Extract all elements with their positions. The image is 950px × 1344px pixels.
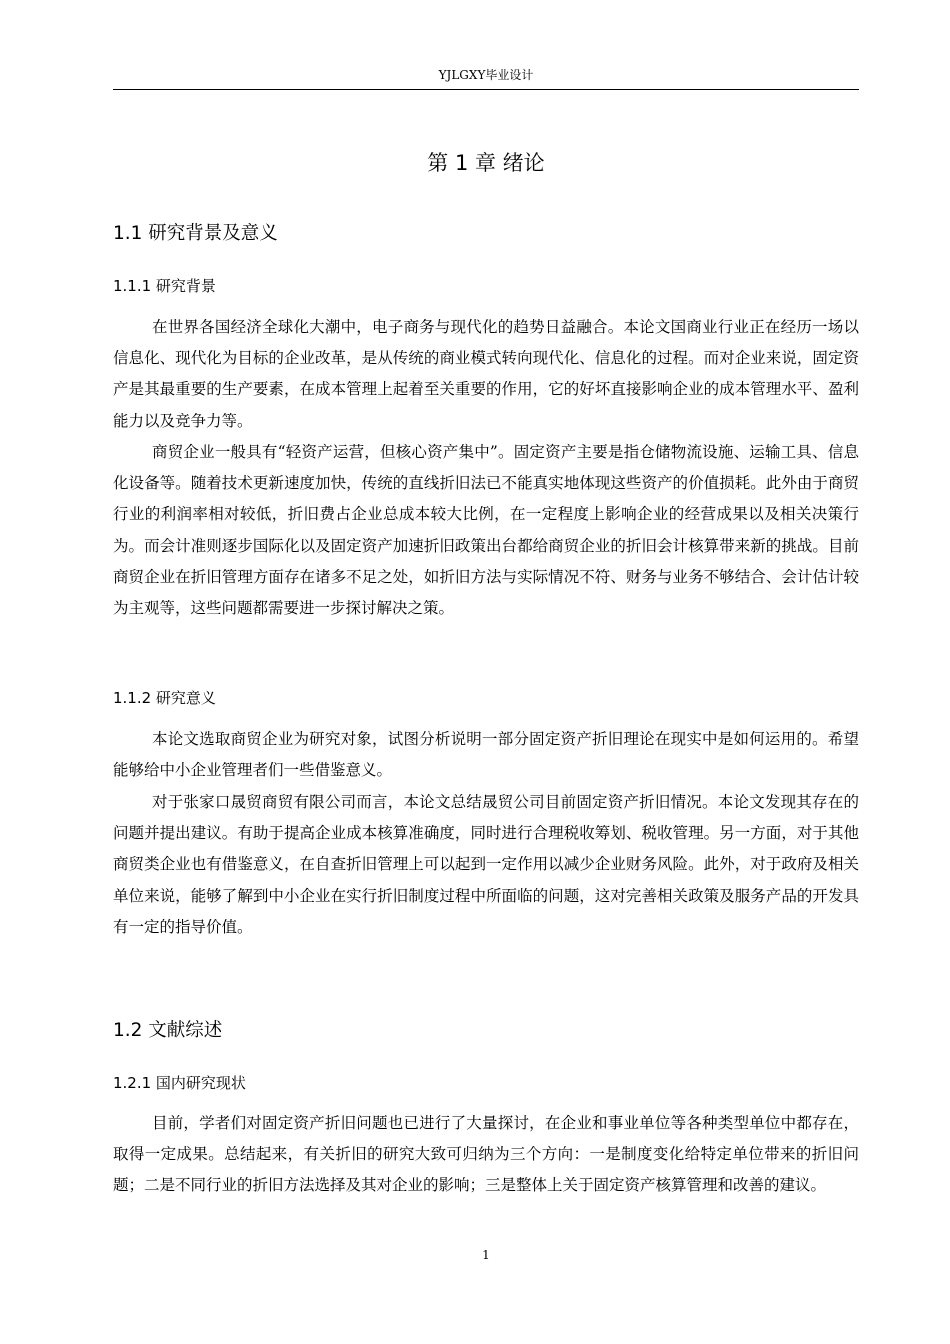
paragraph-domestic-research: 目前，学者们对固定资产折旧问题也已进行了大量探讨，在企业和事业单位等各种类型单位中都存在，取得一定成果。总结起来，有关折旧的研究大致可归纳为三个方向：一是制度变化给特定单位带来的折旧问题；二是不同行业的折旧方法选择及其对企业的影响；三是整体上关于固定资产核算管理和改善的建议。 <box>113 1114 859 1195</box>
paragraph-background-2: 商贸企业一般具有“轻资产运营，但核心资产集中”。固定资产主要是指仓储物流设施、运输工具、信息化设备等。随着技术更新速度加快，传统的直线折旧法已不能真实地体现这些资产的价值损耗。此外由于商贸行业的利润率相对较低，折旧费占企业总成本较大比例，在一定程度上影响企业的经营成果以及相关决策行为。而会计准则逐步国际化以及固定资产加速折旧政策出台都给商贸企业的折旧会计核算带来新的挑战。目前商贸企业在折旧管理方面存在诸多不足之处，如折旧方法与实际情况不符、财务与业务不够结合、会计估计较为主观等，这些问题都需要进一步探讨解决之策。 <box>113 443 859 618</box>
paragraph-significance-2: 对于张家口晟贸商贸有限公司而言，本论文总结晟贸公司目前固定资产折旧情况。本论文发现其存在的问题并提出建议。有助于提高企业成本核算准确度，同时进行合理税收筹划、税收管理。另一方面，对于其他商贸类企业也有借鉴意义，在自查折旧管理上可以起到一定作用以减少企业财务风险。此外，对于政府及相关单位来说，能够了解到中小企业在实行折旧制度过程中所面临的问题，这对完善相关政策及服务产品的开发具有一定的指导价值。 <box>113 793 859 936</box>
paragraph-background-1: 在世界各国经济全球化大潮中，电子商务与现代化的趋势日益融合。本论文国商业行业正在经历一场以信息化、现代化为目标的企业改革，是从传统的商业模式转向现代化、信息化的过程。而对企业来说，固定资产是其最重要的生产要素，在成本管理上起着至关重要的作用，它的好坏直接影响企业的成本管理水平、盈利能力以及竞争力等。 <box>113 318 859 430</box>
subsection-heading-1-2-1: 1.2.1 国内研究现状 <box>113 1074 246 1092</box>
section-heading-1-2: 1.2 文献综述 <box>113 1020 223 1041</box>
paragraph-significance-1: 本论文选取商贸企业为研究对象，试图分析说明一部分固定资产折旧理论在现实中是如何运用的。希望能够给中小企业管理者们一些借鉴意义。 <box>113 730 859 780</box>
page-number: 1 <box>482 1248 490 1262</box>
chapter-title: 第 1 章 绪论 <box>427 151 545 175</box>
subsection-heading-1-1-1: 1.1.1 研究背景 <box>113 277 216 295</box>
page-header: YJLGXY毕业设计 <box>113 68 859 90</box>
subsection-heading-1-1-2: 1.1.2 研究意义 <box>113 689 216 707</box>
section-heading-1-1: 1.1 研究背景及意义 <box>113 223 278 244</box>
